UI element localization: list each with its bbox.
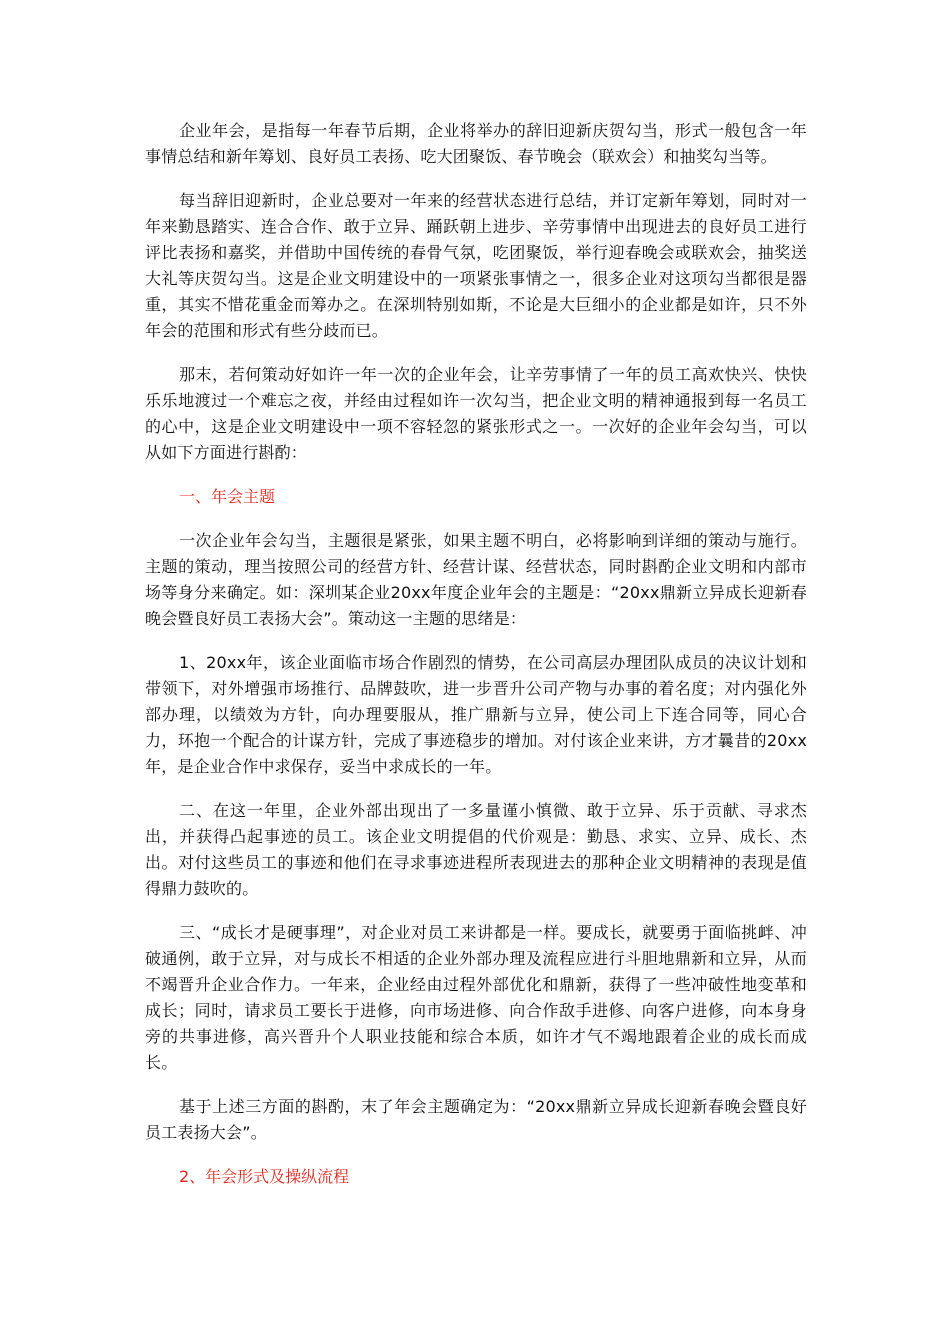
section-heading-format: 2、年会形式及操纵流程 bbox=[179, 1167, 350, 1186]
paragraph-theme: 一次企业年会勾当，主题很是紧张，如果主题不明白，必将影响到详细的策动与施行。主题的策动，理当按照公司的经营方针、经营计谋、经营状态，同时斟酌企业文明和内部市场等身分来确定。如：深圳某企业20xx年度企业年会的主题是：“20xx鼎新立异成长迎新春晚会暨良好员工表扬大会”。策动这一主题的思绪是： bbox=[145, 531, 807, 628]
paragraph-point-3: 三、“成长才是硬事理”，对企业对员工来讲都是一样。要成长，就要勇于面临挑衅、冲破通例，敢于立异，对与成长不相适的企业外部办理及流程应进行斗胆地鼎新和立异，从而不竭晋升企业合作力。一年来，企业经由过程外部优化和鼎新，获得了一些冲破性地变革和成长；同时，请求员工要长于进修，向市场进修、向合作敌手进修、向客户进修，向本身身旁的共事进修，高兴晋升个人职业技能和综合本质，如许才气不竭地跟着企业的成长而成长。 bbox=[145, 923, 807, 1072]
document-page bbox=[145, 118, 807, 1208]
paragraph-point-1: 1、20xx年，该企业面临市场合作剧烈的情势，在公司高层办理团队成员的决议计划和带领下，对外增强市场推行、品牌鼓吹，进一步晋升公司产物与办事的着名度；对内强化外部办理，以绩效为方针，向办理要服从，推广鼎新与立异，使公司上下连合同等，同心合力，环抱一个配合的计谋方针，完成了事迹稳步的增加。对付该企业来讲，方才曩昔的20xx年，是企业合作中求保存，妥当中求成长的一年。 bbox=[145, 653, 807, 776]
paragraph-intro: 企业年会，是指每一年春节后期，企业将举办的辞旧迎新庆贺勾当，形式一般包含一年事情总结和新年筹划、良好员工表扬、吃大团聚饭、春节晚会（联欢会）和抽奖勾当等。 bbox=[145, 121, 807, 166]
paragraph-point-2: 二、在这一年里，企业外部出现出了一多量谨小慎微、敢于立异、乐于贡献、寻求杰出，并获得凸起事迹的员工。该企业文明提倡的代价观是：勤恳、求实、立异、成长、杰出。对付这些员工的事迹和他们在寻求事迹进程所表现进去的那种企业文明精神的表现是值得鼎力鼓吹的。 bbox=[145, 801, 807, 898]
section-heading-theme: 一、年会主题 bbox=[179, 487, 276, 506]
paragraph-conclusion: 基于上述三方面的斟酌，末了年会主题确定为：“20xx鼎新立异成长迎新春晚会暨良好员工表扬大会”。 bbox=[145, 1097, 807, 1142]
paragraph-planning: 那末，若何策动好如许一年一次的企业年会，让辛劳事情了一年的员工高欢快兴、快快乐乐地渡过一个难忘之夜，并经由过程如许一次勾当，把企业文明的精神通报到每一名员工的心中，这是企业文明建设中一项不容轻忽的紧张形式之一。一次好的企业年会勾当，可以从如下方面进行斟酌： bbox=[145, 365, 807, 462]
paragraph-summary: 每当辞旧迎新时，企业总要对一年来的经营状态进行总结，并订定新年筹划，同时对一年来勤恳踏实、连合合作、敢于立异、踊跃朝上进步、辛劳事情中出现进去的良好员工进行评比表扬和嘉奖，并借助中国传统的春骨气氛，吃团聚饭，举行迎春晚会或联欢会，抽奖送大礼等庆贺勾当。这是企业文明建设中的一项紧张事情之一，很多企业对这项勾当都很是器重，其实不惜花重金而筹办之。在深圳特别如斯，不论是大巨细小的企业都是如许，只不外年会的范围和形式有些分歧而已。 bbox=[145, 191, 807, 340]
